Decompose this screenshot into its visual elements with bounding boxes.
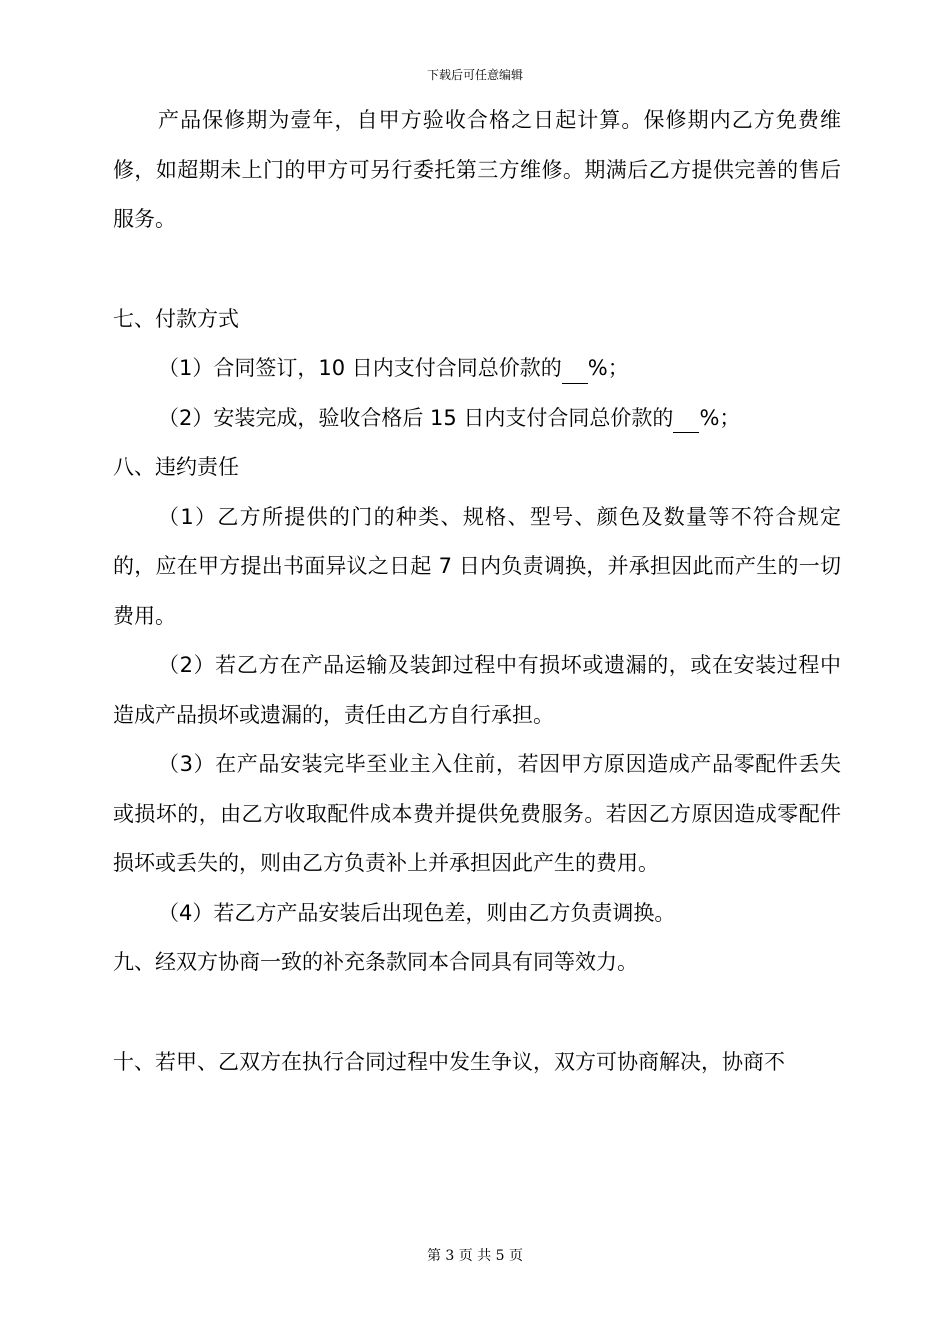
warranty-paragraph: 产品保修期为壹年，自甲方验收合格之日起计算。保修期内乙方免费维修，如超期未上门的甲方可另行委托第三方维修。期满后乙方提供完善的售后服务。 [113, 108, 841, 231]
fill-in-blank [562, 357, 588, 384]
section-8-item-4: （4）若乙方产品安装后出现色差，则由乙方负责调换。 [158, 900, 676, 925]
paragraph-gap [113, 988, 841, 1038]
section-7-title: 七、付款方式 [113, 306, 239, 331]
section-10: 十、若甲、乙双方在执行合同过程中发生争议，双方可协商解决，协商不 [113, 1049, 785, 1074]
header-note: 下载后可任意编辑 [426, 68, 523, 82]
section-8-item-2: （2）若乙方在产品运输及装卸过程中有损坏或遗漏的，或在安装过程中造成产品损坏或遗漏的，责任由乙方自行承担。 [113, 653, 841, 727]
page-number: 第 3 页 共 5 页 [426, 1248, 524, 1264]
section-8-title: 八、违约责任 [113, 455, 239, 479]
paragraph-gap [113, 245, 841, 295]
section-7-item-2-suffix: %； [699, 405, 741, 430]
section-9: 九、经双方协商一致的补充条款同本合同具有同等效力。 [113, 950, 638, 974]
section-7-item-2-text: （2）安装完成，验收合格后 15 日内支付合同总价款的 [158, 405, 674, 430]
section-7-item-1-text: （1）合同签订，10 日内支付合同总价款的 [158, 356, 562, 380]
section-7-item-1-suffix: %； [587, 356, 629, 380]
document-body [113, 96, 841, 1087]
section-7-item-2 [113, 394, 841, 444]
section-8-item-3: （3）在产品安装完毕至业主入住前，若因甲方原因造成产品零配件丢失或损坏的，由乙方收取配件成本费并提供免费服务。若因乙方原因造成零配件损坏或丢失的，则由乙方负责补上并承担因此产生的费用。 [113, 752, 841, 875]
section-7-item-1 [113, 344, 841, 394]
fill-in-blank [673, 406, 699, 433]
section-8-item-1: （1）乙方所提供的门的种类、规格、型号、颜色及数量等不符合规定的，应在甲方提出书面异议之日起 7 日内负责调换，并承担因此而产生的一切费用。 [113, 504, 841, 628]
